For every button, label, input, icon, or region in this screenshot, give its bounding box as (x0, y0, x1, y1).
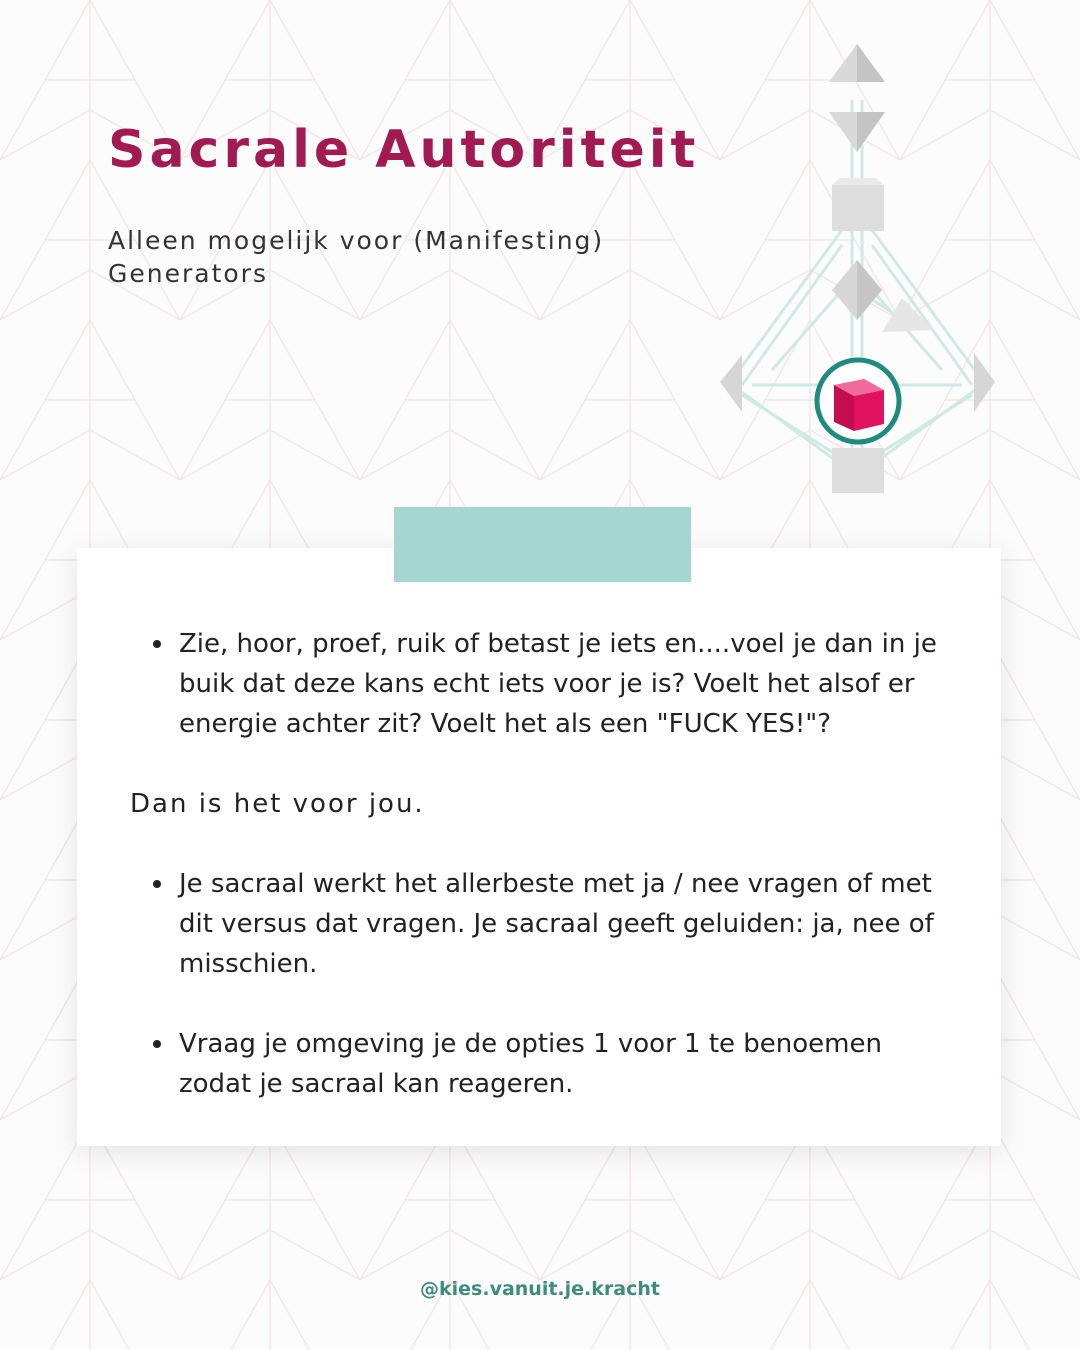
info-card (77, 548, 1001, 1146)
decorative-tape (394, 507, 691, 582)
page-subtitle: Alleen mogelijk voor (Manifesting) Generators (108, 226, 605, 288)
page-title: Sacrale Autoriteit (108, 120, 700, 180)
bullet-item: Je sacraal werkt het allerbeste met ja / nee vragen of met dit versus dat vragen. Je sacraal geeft geluiden: ja, nee of misschien. (77, 864, 1001, 984)
bullet-item: Zie, hoor, proef, ruik of betast je iets en....voel je dan in je buik dat deze kans echt iets voor je is? Voelt het alsof er energie achter zit? Voelt het als een "FUCK YES!"? (77, 624, 1001, 744)
statement-text: Dan is het voor jou. (130, 789, 425, 819)
sacral-center-icon (817, 360, 899, 442)
bullet-item: Vraag je omgeving je de opties 1 voor 1 te benoemen zodat je sacraal kan reageren. (77, 1024, 1001, 1104)
social-handle: @kies.vanuit.je.kracht (420, 1278, 660, 1300)
bodygraph-icon (712, 40, 1002, 500)
